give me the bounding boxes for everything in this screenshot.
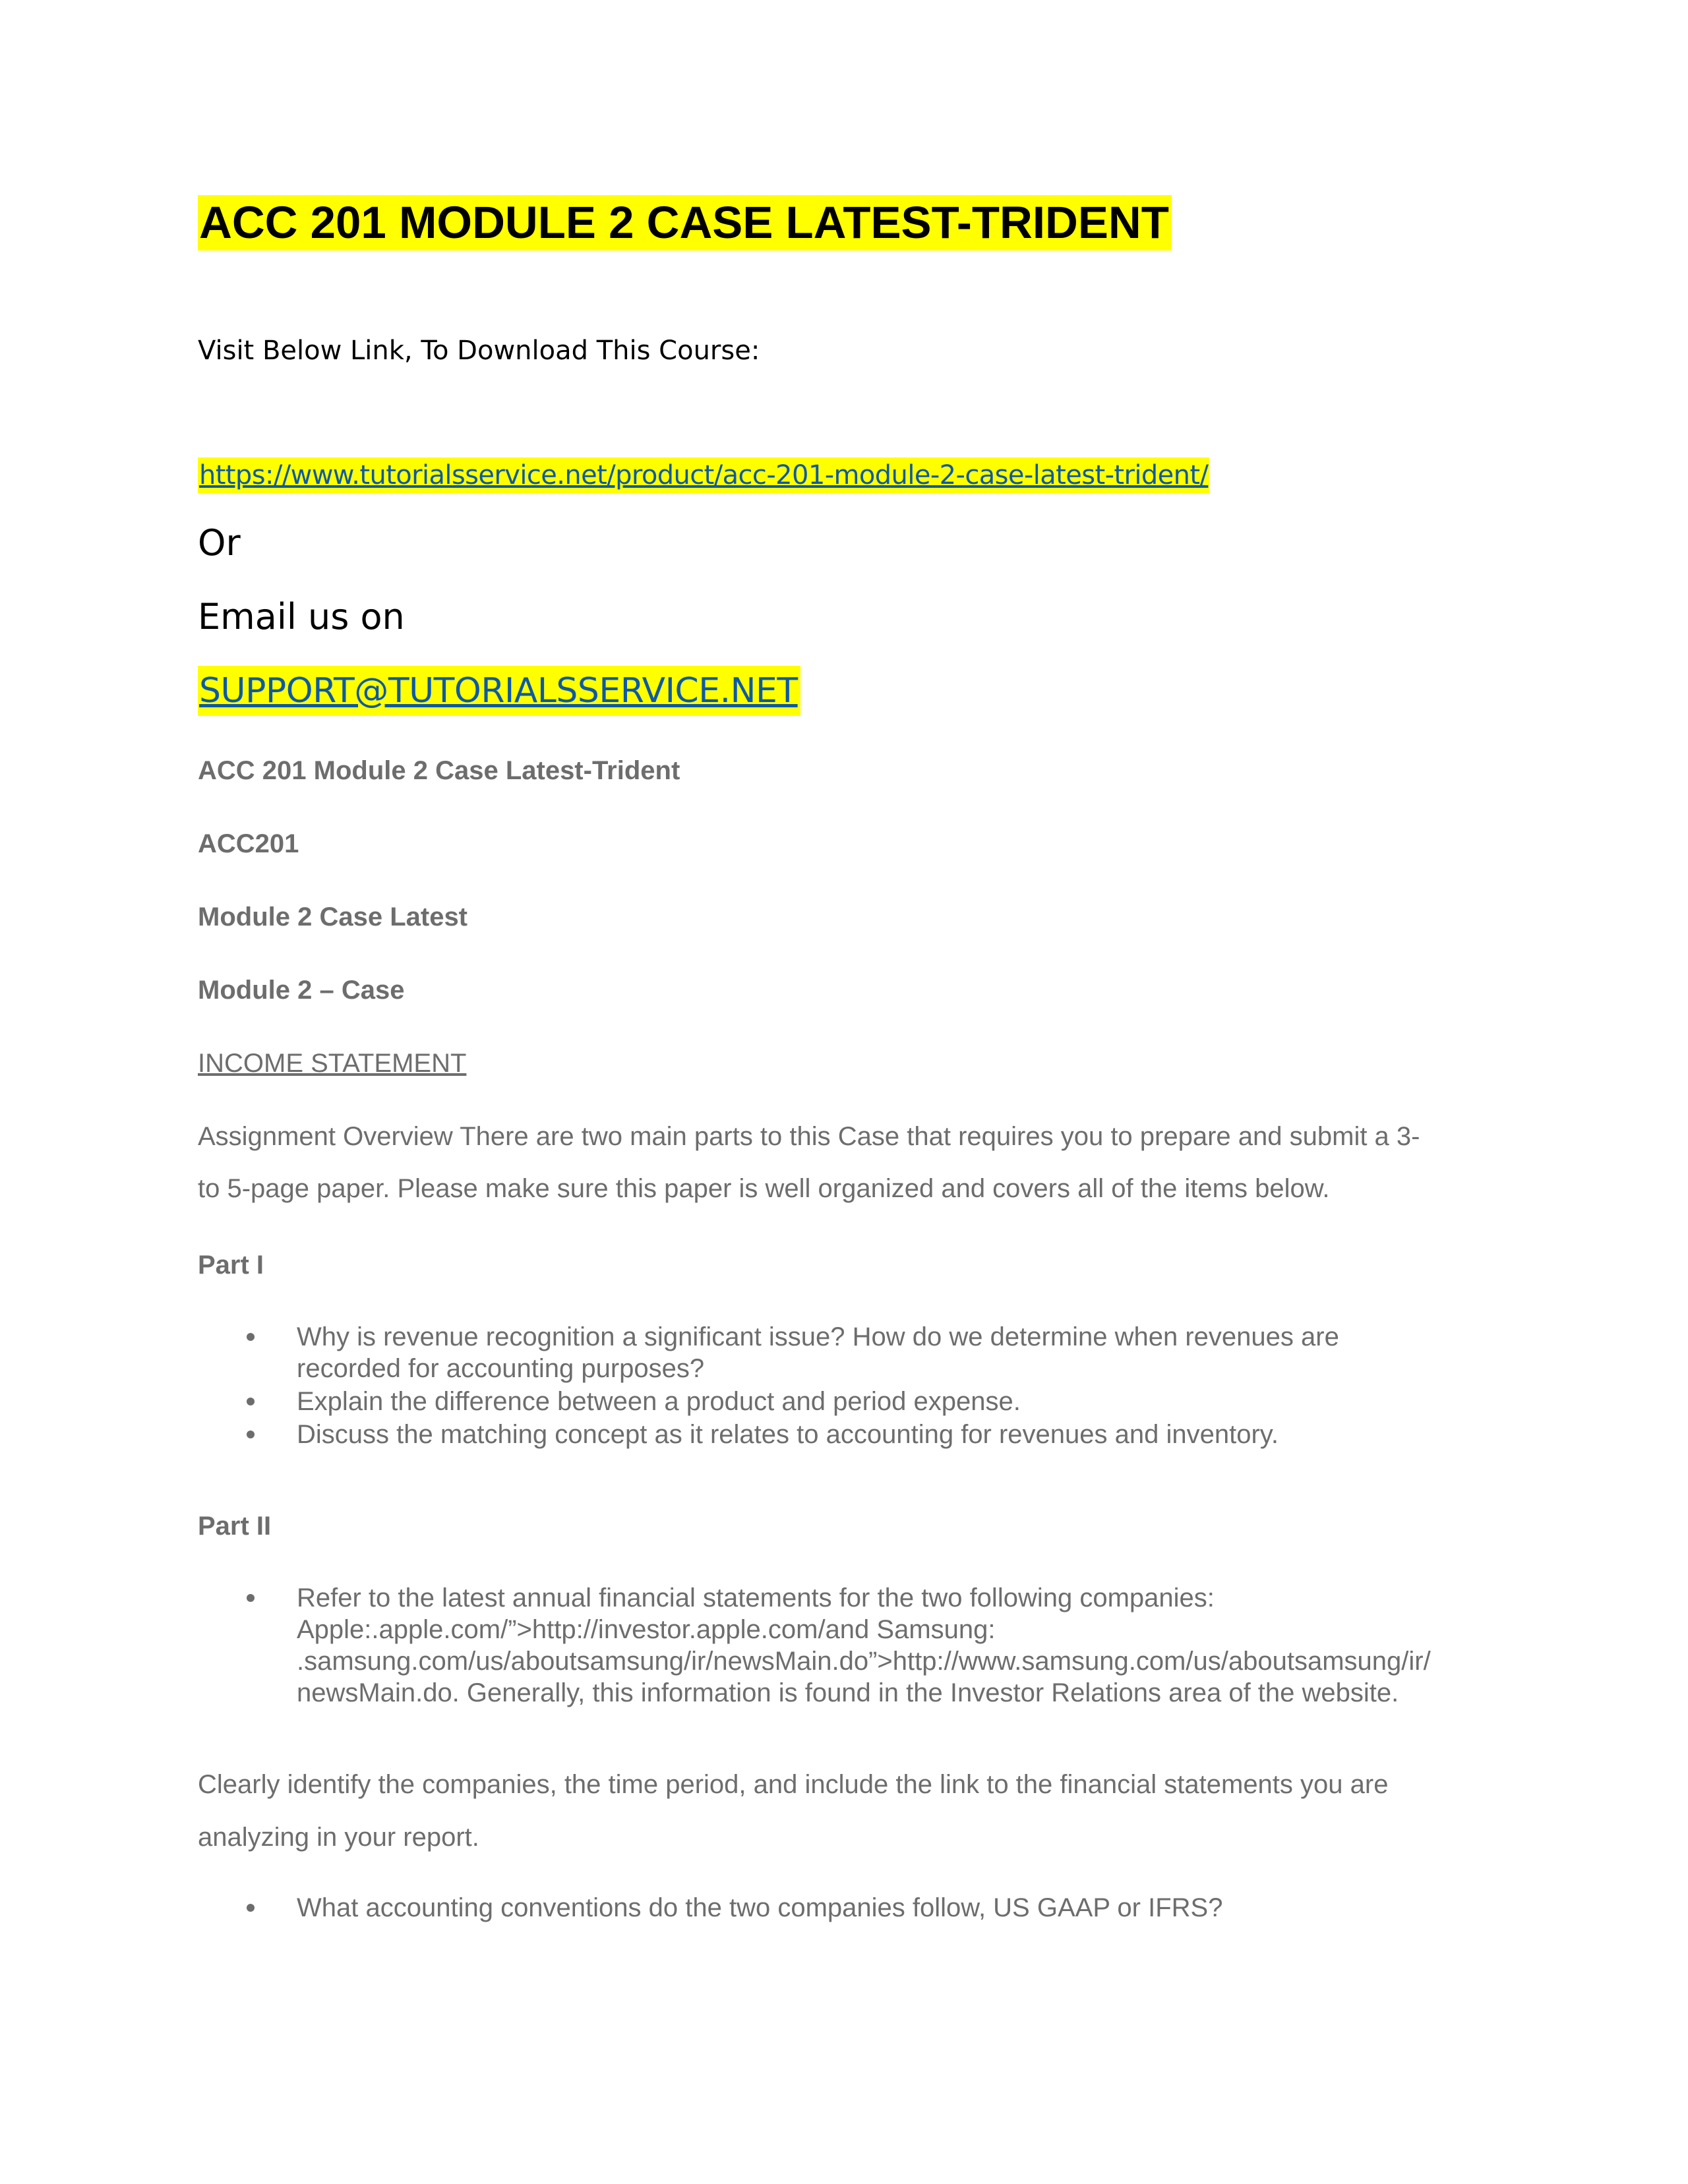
section-title: INCOME STATEMENT <box>198 1049 467 1078</box>
bullet-icon <box>247 1333 255 1341</box>
part-1-item-1-line-1: Why is revenue recognition a significant issue? How do we determine when revenues are <box>297 1322 1339 1351</box>
course-heading: ACC 201 Module 2 Case Latest-Trident <box>198 756 680 785</box>
bullet-icon <box>247 1904 255 1912</box>
part-1-item-1-line-2: recorded for accounting purposes? <box>297 1354 705 1383</box>
part-2-item-line-4: newsMain.do. Generally, this information is found in the Investor Relations area of the website. <box>297 1678 1399 1707</box>
bullet-icon <box>247 1594 255 1602</box>
or-text: Or <box>198 522 241 564</box>
part-1-item-2: Explain the difference between a product and period expense. <box>297 1387 1021 1416</box>
overview-line-2: to 5-page paper. Please make sure this paper is well organized and covers all of the items below. <box>198 1174 1330 1203</box>
visit-instruction: Visit Below Link, To Download This Course: <box>198 336 760 366</box>
part-1-item-3: Discuss the matching concept as it relates to accounting for revenues and inventory. <box>297 1420 1279 1449</box>
part-2-item-line-1: Refer to the latest annual financial statements for the two following companies: <box>297 1583 1215 1612</box>
part-1-label: Part I <box>198 1251 264 1280</box>
module-latest-heading: Module 2 Case Latest <box>198 902 468 931</box>
course-code: ACC201 <box>198 829 299 858</box>
course-download-link[interactable]: https://www.tutorialsservice.net/product/acc-201-module-2-case-latest-trident/ <box>198 457 1209 493</box>
document-title: ACC 201 MODULE 2 CASE LATEST-TRIDENT <box>198 195 1172 251</box>
module-case-heading: Module 2 – Case <box>198 976 405 1005</box>
support-email-link[interactable]: SUPPORT@TUTORIALSSERVICE.NET <box>198 666 800 716</box>
bullet-icon <box>247 1431 255 1438</box>
identify-line-2: analyzing in your report. <box>198 1823 479 1852</box>
final-item: What accounting conventions do the two companies follow, US GAAP or IFRS? <box>297 1893 1223 1922</box>
overview-line-1: Assignment Overview There are two main parts to this Case that requires you to prepare and submit a 3- <box>198 1122 1420 1151</box>
part-2-label: Part II <box>198 1512 272 1541</box>
bullet-icon <box>247 1398 255 1405</box>
email-prefix: Email us on <box>198 596 405 637</box>
part-2-item-line-2: Apple:.apple.com/”>http://investor.apple.com/and Samsung: <box>297 1615 996 1644</box>
identify-line-1: Clearly identify the companies, the time period, and include the link to the financial statements you are <box>198 1770 1389 1799</box>
part-2-item-line-3: .samsung.com/us/aboutsamsung/ir/newsMain.do”>http://www.samsung.com/us/aboutsamsung/ir/ <box>297 1647 1431 1676</box>
